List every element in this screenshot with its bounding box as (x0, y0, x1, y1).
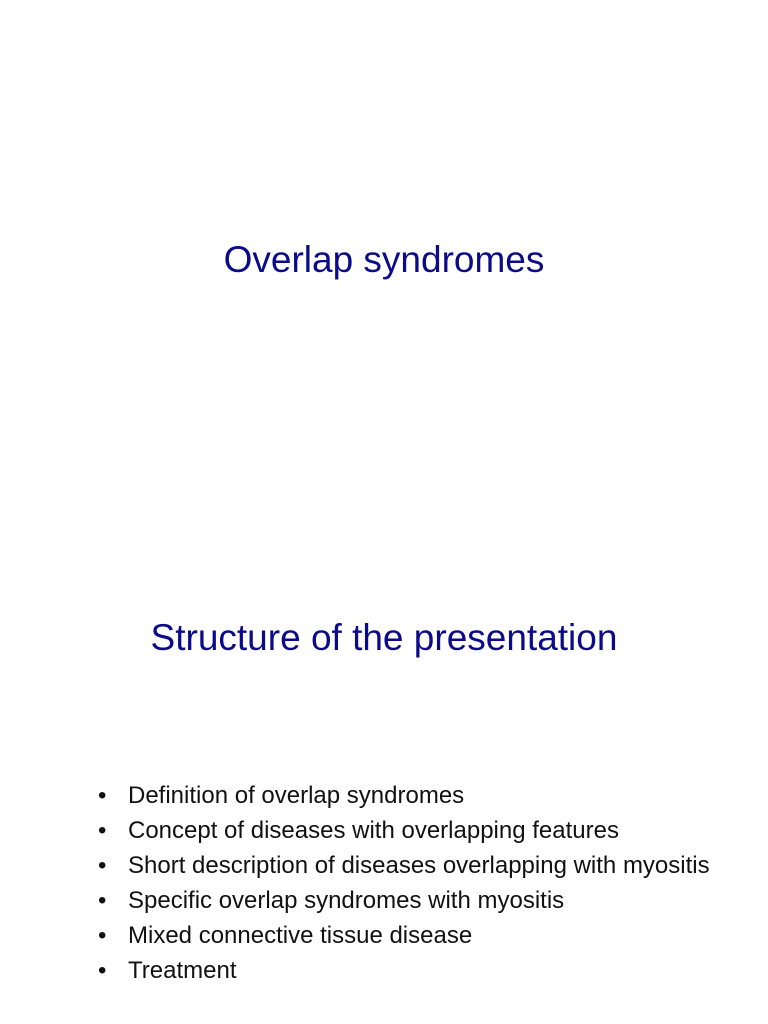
bullet-item (96, 922, 736, 950)
bullet-text: Specific overlap syndromes with myositis (128, 887, 565, 914)
bullet-item (96, 817, 736, 845)
slide-1-title: Overlap syndromes (223, 239, 545, 280)
bullet-icon: • (98, 887, 107, 914)
bullet-text: Short description of diseases overlapping with myositis (128, 852, 710, 879)
bullet-icon: • (98, 957, 107, 984)
bullet-icon: • (98, 817, 107, 844)
bullet-list (96, 782, 736, 992)
slide-2-title: Structure of the presentation (150, 617, 618, 658)
bullet-icon: • (98, 852, 107, 879)
bullet-item (96, 957, 736, 985)
bullet-item (96, 782, 736, 810)
bullet-icon: • (98, 782, 107, 809)
bullet-item (96, 887, 736, 915)
bullet-text: Treatment (128, 957, 237, 984)
bullet-icon: • (98, 922, 107, 949)
bullet-text: Definition of overlap syndromes (128, 782, 465, 809)
bullet-text: Mixed connective tissue disease (128, 922, 473, 949)
bullet-text: Concept of diseases with overlapping features (128, 817, 619, 844)
bullet-item (96, 852, 736, 880)
